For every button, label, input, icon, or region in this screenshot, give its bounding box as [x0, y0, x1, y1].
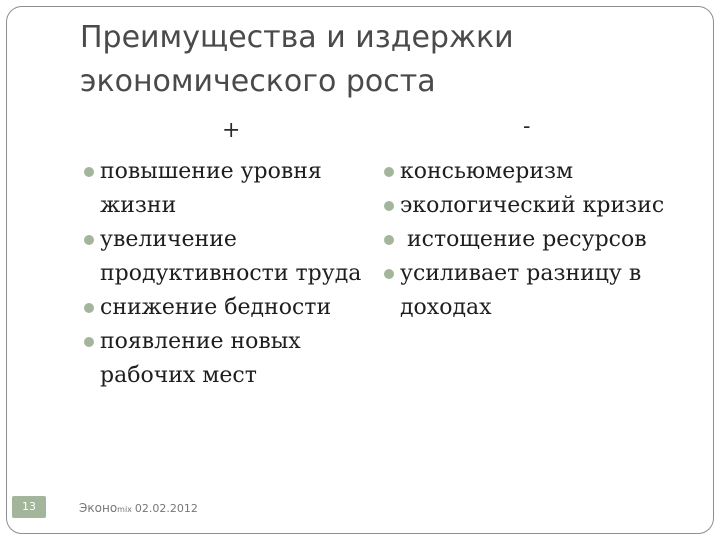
list-item-text: истощение ресурсов [400, 227, 647, 252]
list-item [84, 223, 374, 291]
footer-date: 02.02.2012 [134, 502, 198, 515]
list-item-text: усиливает разницу в доходах [400, 261, 642, 320]
plus-heading: + [222, 118, 241, 143]
minus-heading: - [523, 114, 531, 139]
list-item-text: увеличение продуктивности труда [100, 227, 362, 286]
list-item-text: снижение бедности [100, 295, 332, 320]
list-item [84, 155, 374, 223]
list-item [384, 257, 704, 325]
bullet-icon [84, 235, 94, 245]
list-item [384, 223, 704, 257]
bullet-icon [84, 337, 94, 347]
list-item [384, 155, 704, 189]
footer [79, 497, 198, 516]
bullet-icon [384, 167, 394, 177]
costs-list [384, 155, 704, 325]
slide-title: Преимущества и издержки экономического роста [80, 20, 514, 99]
list-item [84, 291, 374, 325]
advantages-list [84, 155, 374, 393]
bullet-icon [384, 201, 394, 211]
list-item [384, 189, 704, 223]
list-item-text: экологический кризис [400, 193, 665, 218]
list-item-text: консьюмеризм [400, 159, 574, 184]
list-item-text: появление новых рабочих мест [100, 329, 301, 388]
list-item-text: повышение уровня жизни [100, 159, 322, 218]
footer-brand-sub: mix [117, 505, 132, 514]
bullet-icon [384, 269, 394, 279]
footer-brand: Эконо [79, 501, 118, 515]
page-number-badge: 13 [12, 496, 46, 518]
bullet-icon [384, 235, 394, 245]
bullet-icon [84, 167, 94, 177]
list-item [84, 325, 374, 393]
bullet-icon [84, 303, 94, 313]
